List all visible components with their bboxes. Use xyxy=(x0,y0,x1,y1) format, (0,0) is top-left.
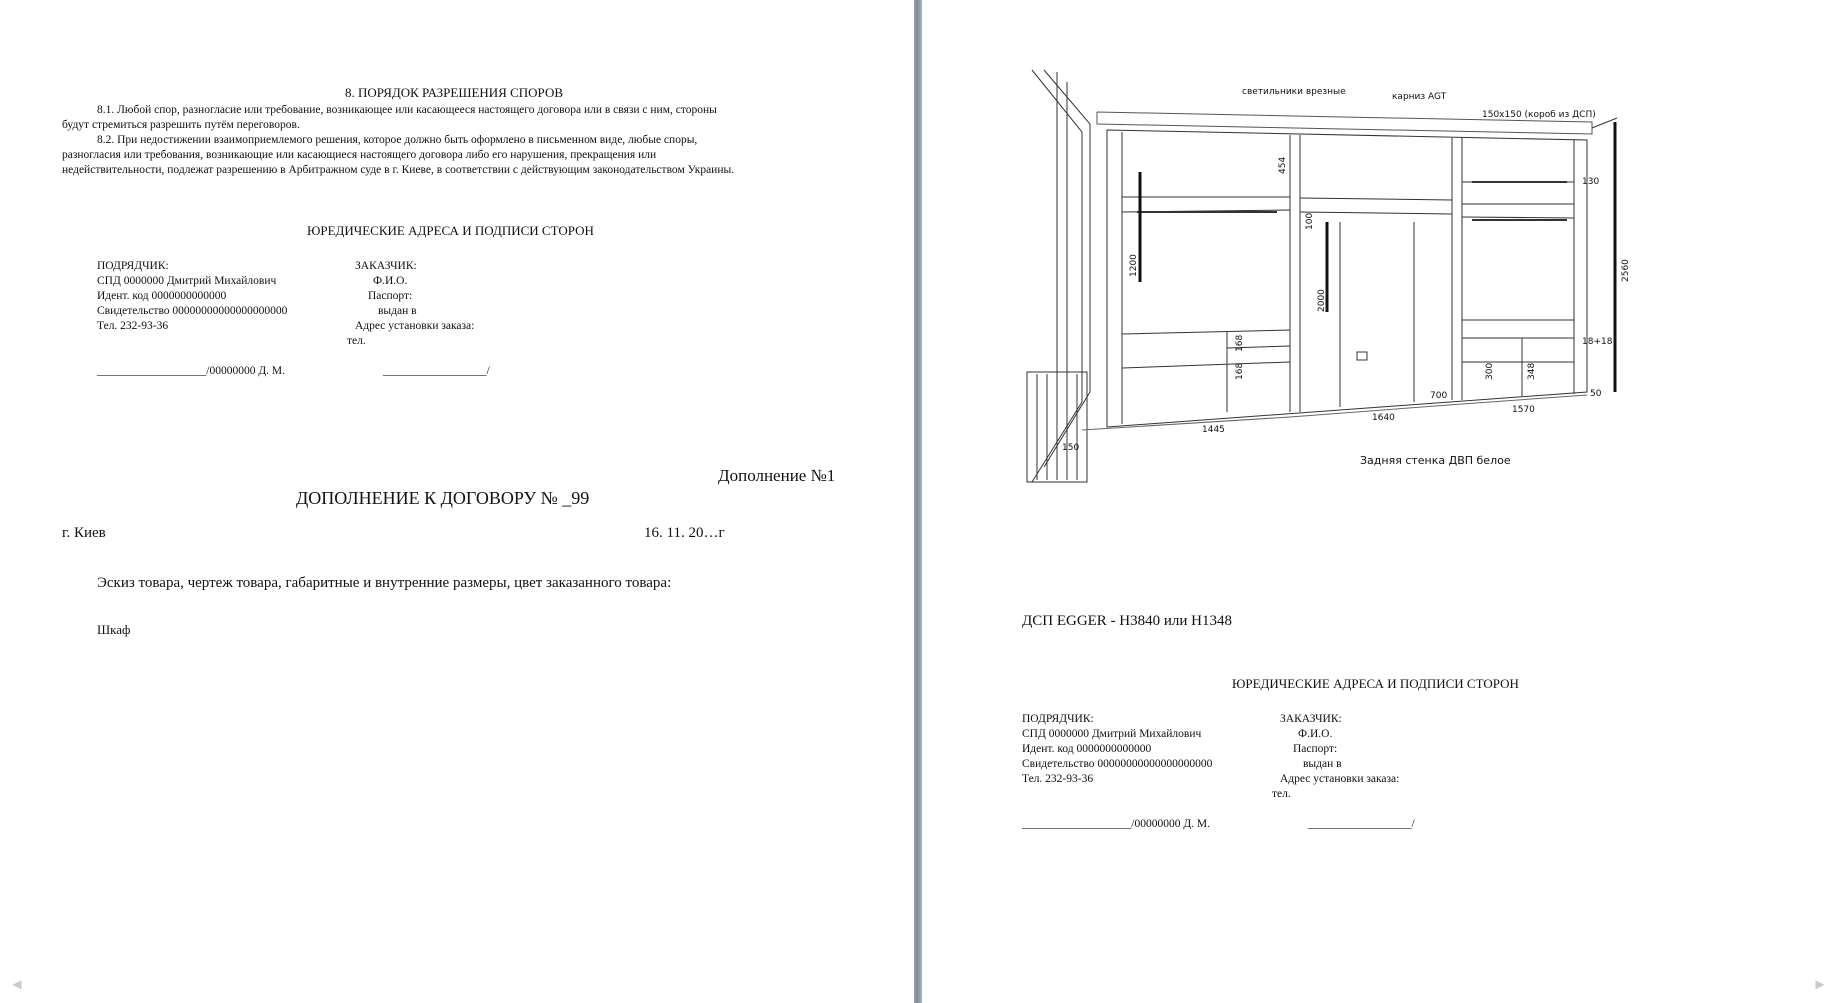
dim-50: 50 xyxy=(1590,389,1602,399)
signature-contractor: ___________________/00000000 Д. М. xyxy=(97,365,286,377)
label-box: 150х150 (короб из ДСП) xyxy=(1482,110,1596,120)
drawing-shelf xyxy=(1122,362,1290,368)
dim-168b: 168 xyxy=(1235,362,1245,380)
customer-line: выдан в xyxy=(378,305,417,317)
contractor-line: Тел. 232-93-36 xyxy=(1022,773,1094,785)
drawing-shelf xyxy=(1300,212,1452,214)
addresses-heading-right: ЮРЕДИЧЕСКИЕ АДРЕСА И ПОДПИСИ СТОРОН xyxy=(1232,676,1519,691)
addresses-heading: ЮРЕДИЧЕСКИЕ АДРЕСА И ПОДПИСИ СТОРОН xyxy=(307,223,594,238)
document-page-left xyxy=(0,0,914,1003)
signature-customer-right: __________________/ xyxy=(1308,818,1415,830)
dim-18: 18+18 xyxy=(1582,337,1613,347)
clause-8-2-line2: разногласия или требования, возникающие или касающиеся настоящего договора либо его нарушения, прекращения или xyxy=(62,149,657,161)
customer-line: тел. xyxy=(347,335,366,347)
sketch-description: Эскиз товара, чертеж товара, габаритные и внутренние размеры, цвет заказанного товара: xyxy=(97,575,672,591)
dim-2000: 2000 xyxy=(1317,289,1327,312)
customer-line: Паспорт: xyxy=(1293,743,1338,755)
customer-line: Адрес установки заказа: xyxy=(355,320,475,332)
customer-line: Адрес установки заказа: xyxy=(1280,773,1400,785)
contractor-line: Свидетельство 00000000000000000000 xyxy=(97,305,288,317)
contractor-line: Идент. код 0000000000000 xyxy=(97,290,227,302)
arrow-left-icon[interactable]: ◀ xyxy=(12,977,22,991)
dim-1445: 1445 xyxy=(1202,425,1225,435)
dim-130: 130 xyxy=(1582,177,1600,187)
section-8-heading: 8. ПОРЯДОК РАЗРЕШЕНИЯ СПОРОВ xyxy=(345,85,563,100)
material-spec: ДСП EGGER - Н3840 или Н1348 xyxy=(1022,613,1233,629)
clause-8-2-line3: недействительности, подлежат разрешению в Арбитражном суде в г. Киеве, в соответствии с действующим законодательством Украины. xyxy=(62,164,735,176)
arrow-right-icon[interactable]: ▶ xyxy=(1815,977,1825,991)
document-page-right xyxy=(922,0,1837,1003)
dim-168a: 168 xyxy=(1235,334,1245,352)
clause-8-1-line1: 8.1. Любой спор, разногласие или требование, возникающее или касающееся настоящего договора или в связи с ним, стороны xyxy=(97,104,717,116)
drawing-shelf xyxy=(1300,198,1452,200)
signature-customer: __________________/ xyxy=(383,365,490,377)
dim-300: 300 xyxy=(1485,362,1495,380)
customer-line: Паспорт: xyxy=(368,290,413,302)
contractor-line: ПОДРЯДЧИК: xyxy=(97,260,169,272)
drawing-ceiling-line xyxy=(1592,118,1617,128)
dim-348: 348 xyxy=(1527,362,1537,380)
addendum-city: г. Киев xyxy=(62,525,106,541)
contractor-line: СПД 0000000 Дмитрий Михайлович xyxy=(97,275,277,287)
drawing-socket xyxy=(1357,352,1367,360)
dim-454: 454 xyxy=(1278,156,1288,174)
drawing-wardrobe-outline xyxy=(1107,130,1587,427)
wardrobe-drawing xyxy=(1022,62,1682,502)
contractor-line: ПОДРЯДЧИК: xyxy=(1022,713,1094,725)
customer-line: ЗАКАЗЧИК: xyxy=(355,260,417,272)
customer-line: выдан в xyxy=(1303,758,1342,770)
customer-line: ЗАКАЗЧИК: xyxy=(1280,713,1342,725)
clause-8-2-line1: 8.2. При недостижении взаимоприемлемого решения, которое должно быть оформлено в письменном виде, любые споры, xyxy=(97,134,698,146)
customer-line: тел. xyxy=(1272,788,1291,800)
drawing-dim-line xyxy=(1082,417,1290,430)
drawing-shelf xyxy=(1122,330,1290,334)
drawing-caption: Задняя стенка ДВП белое xyxy=(1360,454,1511,467)
contractor-line: Тел. 232-93-36 xyxy=(97,320,169,332)
clause-8-1-line2: будут стремиться разрешить путём переговоров. xyxy=(62,119,300,131)
dim-100: 100 xyxy=(1305,212,1315,230)
dim-150: 150 xyxy=(1062,443,1080,453)
signature-contractor-right: ___________________/00000000 Д. М. xyxy=(1022,818,1211,830)
drawing-shelf xyxy=(1462,217,1574,218)
customer-line: Ф.И.О. xyxy=(1298,728,1333,740)
dim-700: 700 xyxy=(1430,391,1448,401)
dim-1640: 1640 xyxy=(1372,413,1395,423)
page-divider xyxy=(914,0,922,1003)
dim-1570: 1570 xyxy=(1512,405,1535,415)
addendum-label: Дополнение №1 xyxy=(718,466,836,485)
addendum-title: ДОПОЛНЕНИЕ К ДОГОВОРУ № _99 xyxy=(296,488,590,508)
dim-2560: 2560 xyxy=(1621,259,1631,282)
contractor-line: СПД 0000000 Дмитрий Михайлович xyxy=(1022,728,1202,740)
contractor-line: Свидетельство 00000000000000000000 xyxy=(1022,758,1213,770)
item-name: Шкаф xyxy=(97,622,131,637)
addendum-date: 16. 11. 20…г xyxy=(644,525,725,541)
dim-1200: 1200 xyxy=(1129,254,1139,277)
contractor-line: Идент. код 0000000000000 xyxy=(1022,743,1152,755)
label-lights: светильники врезные xyxy=(1242,87,1346,97)
customer-line: Ф.И.О. xyxy=(373,275,408,287)
label-cornice: карниз AGT xyxy=(1392,92,1447,102)
